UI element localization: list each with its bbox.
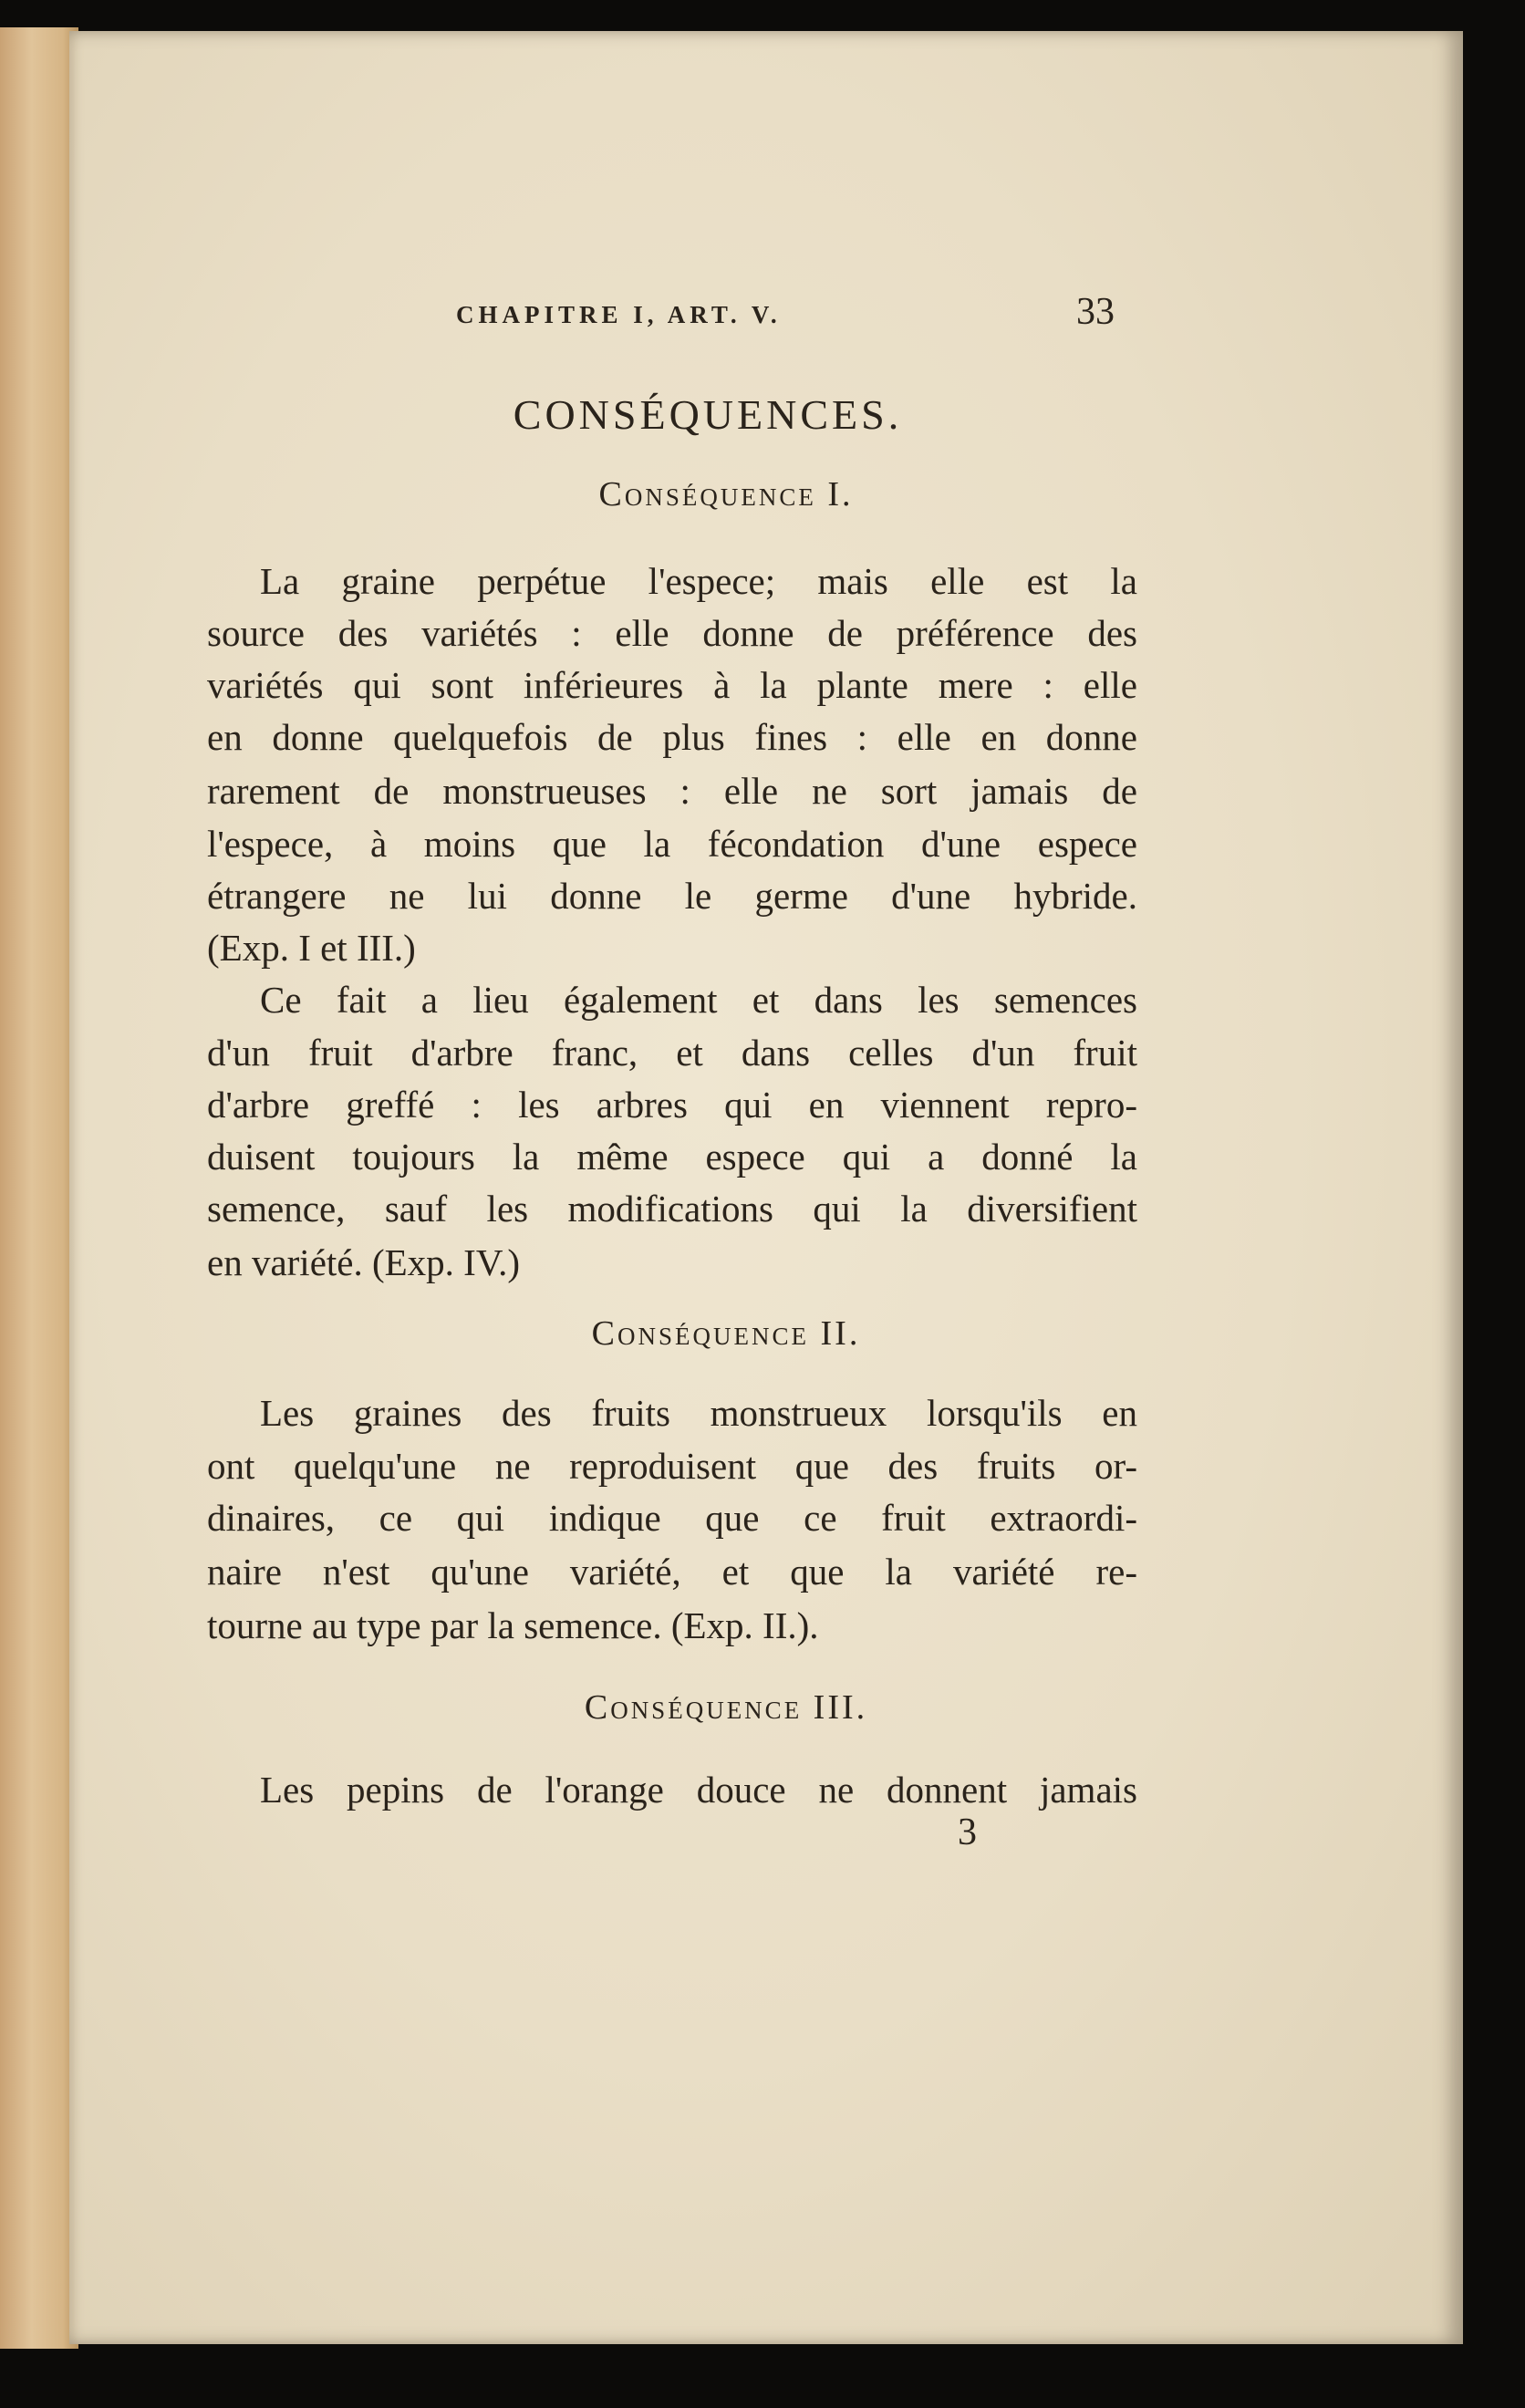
text-line: naire n'est qu'une variété, et que la variété re-: [207, 1551, 1137, 1593]
text-line: d'un fruit d'arbre franc, et dans celles d'un fruit: [207, 1032, 1137, 1074]
running-head: CHAPITRE I, ART. V.: [456, 301, 782, 328]
text-line: La graine perpétue l'espece; mais elle est la: [260, 560, 1137, 602]
text-line: duisent toujours la même espece qui a donné la: [207, 1136, 1137, 1178]
text-line: tourne au type par la semence. (Exp. II.).: [207, 1604, 819, 1646]
consequence-heading: Conséquence III.: [584, 1688, 868, 1727]
text-line: source des variétés : elle donne de préférence des: [207, 612, 1137, 654]
text-line: d'arbre greffé : les arbres qui en viennent repro-: [207, 1084, 1137, 1126]
text-line: semence, sauf les modifications qui la diversifient: [207, 1188, 1137, 1230]
consequence-heading: Conséquence I.: [598, 475, 854, 514]
book-cover-edge: [0, 27, 78, 2349]
text-line: en variété. (Exp. IV.): [207, 1241, 521, 1283]
text-line: ont quelqu'une ne reproduisent que des fruits or-: [207, 1445, 1137, 1487]
signature-mark: 3: [958, 1811, 977, 1853]
text-line: (Exp. I et III.): [207, 927, 416, 969]
text-line: étrangere ne lui donne le germe d'une hybride.: [207, 875, 1137, 917]
text-line: variétés qui sont inférieures à la plante mere : elle: [207, 664, 1137, 706]
section-title: CONSÉQUENCES.: [513, 391, 903, 438]
text-line: en donne quelquefois de plus fines : elle en donne: [207, 716, 1137, 758]
consequence-heading: Conséquence II.: [591, 1314, 861, 1353]
text-line: Ce fait a lieu également et dans les semences: [260, 979, 1137, 1021]
text-line: Les graines des fruits monstrueux lorsqu'ils en: [260, 1392, 1137, 1434]
text-line: Les pepins de l'orange douce ne donnent jamais: [260, 1769, 1137, 1811]
text-line: l'espece, à moins que la fécondation d'une espece: [207, 823, 1137, 865]
page-number: 33: [1076, 291, 1115, 333]
text-line: rarement de monstrueuses : elle ne sort jamais de: [207, 770, 1137, 812]
text-line: dinaires, ce qui indique que ce fruit extraordi-: [207, 1497, 1137, 1539]
